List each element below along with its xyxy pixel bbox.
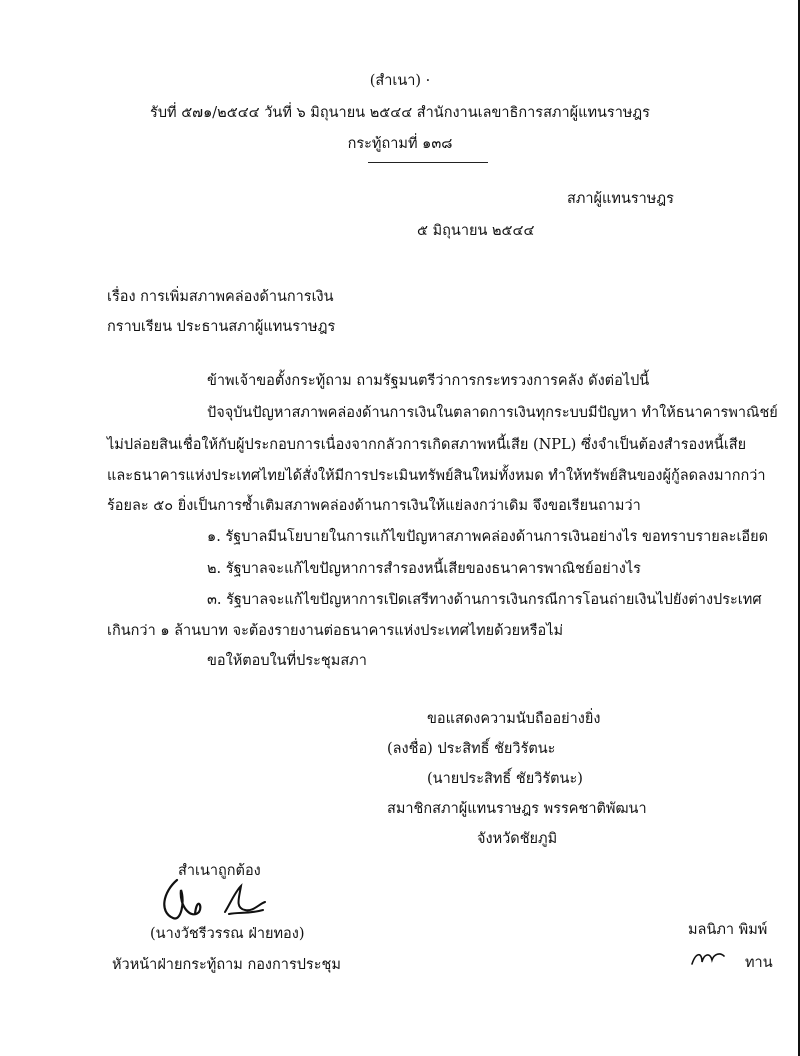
question-item-3: ๓. รัฐบาลจะแก้ไขปัญหาการเปิดเสรีทางด้านการเงินกรณีการโอนถ่ายเงินไปยังต่างประเทศ (207, 592, 762, 608)
typist-check: ทาน (745, 955, 773, 971)
question-item-2: ๒. รัฐบาลจะแก้ไขปัญหาการสำรองหนี้เสียของธนาคารพาณิชย์อย่างไร (207, 561, 641, 577)
copy-mark: (สำเนา) · (369, 73, 431, 89)
received-line: รับที่ ๕๗๑/๒๕๔๔ วันที่ ๖ มิถุนายน ๒๕๔๔ สำนักงานเลขาธิการสภาผู้แทนราษฎร (150, 105, 650, 121)
signer-name: (นายประสิทธิ์ ชัยวิรัตนะ) (427, 771, 583, 787)
organization: สภาผู้แทนราษฎร (567, 191, 674, 207)
initials-signature (688, 946, 728, 970)
signed-line: (ลงชื่อ) ประสิทธิ์ ชัยวิรัตนะ (387, 741, 556, 757)
header-divider (368, 162, 488, 163)
body-paragraph-line: ปัจจุบันปัญหาสภาพคล่องด้านการเงินในตลาดการเงินทุกระบบมีปัญหา ทำให้ธนาคารพาณิชย์ (207, 405, 778, 421)
closing-request: ขอให้ตอบในที่ประชุมสภา (207, 653, 367, 669)
body-intro: ข้าพเจ้าขอตั้งกระทู้ถาม ถามรัฐมนตรีว่าการกระทรวงการคลัง ดังต่อไปนี้ (207, 373, 650, 389)
body-paragraph-line: ร้อยละ ๕๐ ยิ่งเป็นการซ้ำเติมสภาพคล่องด้านการเงินให้แย่ลงกว่าเดิม จึงขอเรียนถามว่า (107, 498, 641, 514)
document-date: ๕ มิถุนายน ๒๕๔๔ (417, 223, 535, 239)
question-item-1: ๑. รัฐบาลมีนโยบายในการแก้ไขปัญหาสภาพคล่องด้านการเงินอย่างไร ขอทราบรายละเอียด (207, 529, 769, 545)
subject-line: เรื่อง การเพิ่มสภาพคล่องด้านการเงิน (107, 289, 334, 305)
body-paragraph-line: ไม่ปล่อยสินเชื่อให้กับผู้ประกอบการเนื่องจากกลัวการเกิดสภาพหนี้เสีย (NPL) ซึ่งจำเป็นต้องสำรองหนี้เสีย (107, 437, 747, 453)
regards: ขอแสดงความนับถืออย่างยิ่ง (427, 711, 601, 727)
question-number: กระทู้ถามที่ ๑๓๘ (347, 136, 453, 152)
certifier-name: (นางวัชรีวรรณ ฝ่ายทอง) (150, 926, 305, 942)
typist-name: มลนิภา พิมพ์ (688, 922, 768, 938)
handwritten-signature (155, 872, 275, 928)
certifier-position: หัวหน้าฝ่ายกระทู้ถาม กองการประชุม (112, 957, 341, 973)
salutation: กราบเรียน ประธานสภาผู้แทนราษฎร (107, 319, 336, 335)
signer-position: สมาชิกสภาผู้แทนราษฎร พรรคชาติพัฒนา (387, 801, 647, 817)
certified-copy-label: สำเนาถูกต้อง (178, 863, 261, 879)
signer-province: จังหวัดชัยภูมิ (477, 831, 558, 847)
body-paragraph-line: และธนาคารแห่งประเทศไทยได้สั่งให้มีการประเมินทรัพย์สินใหม่ทั้งหมด ทำให้ทรัพย์สินของผู้กู้ลดลงมากกว่า (107, 468, 766, 484)
question-item-3-cont: เกินกว่า ๑ ล้านบาท จะต้องรายงานต่อธนาคารแห่งประเทศไทยด้วยหรือไม่ (107, 623, 564, 639)
